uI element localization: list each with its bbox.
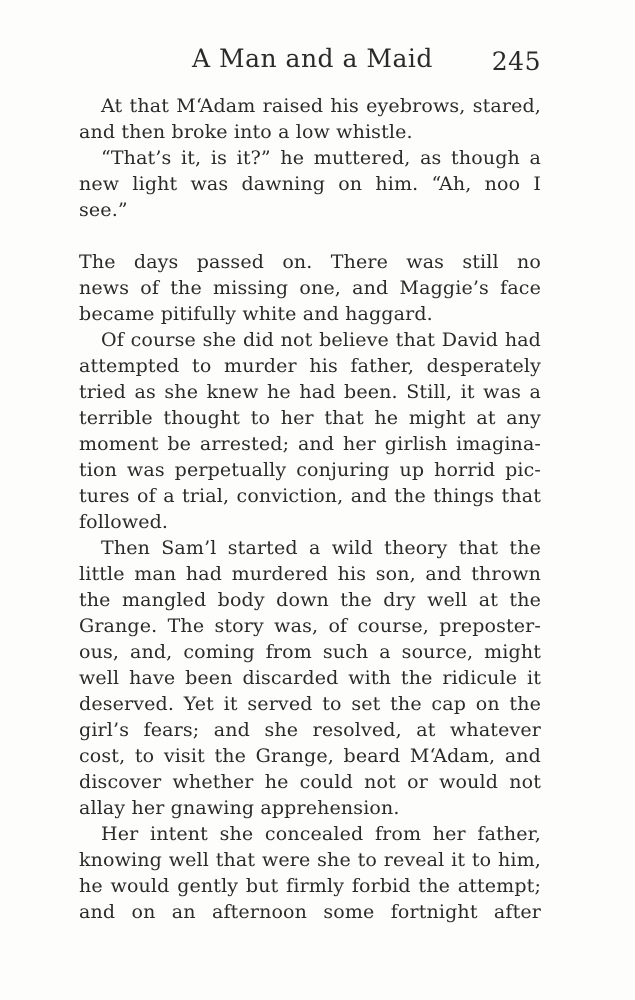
- text-line: girl’s fears; and she resolved, at whatever: [79, 719, 541, 741]
- text-line: discover whether he could not or would not: [79, 771, 541, 793]
- text-line: little man had murdered his son, and thrown: [79, 563, 541, 585]
- text-line: allay her gnawing apprehension.: [79, 797, 400, 819]
- text-line: “That’s it, is it?” he muttered, as though a: [101, 147, 541, 169]
- text-line: new light was dawning on him. “Ah, noo I: [79, 173, 541, 195]
- text-line: tures of a trial, conviction, and the things that: [79, 485, 541, 507]
- text-line: moment be arrested; and her girlish imagina-: [79, 433, 541, 455]
- running-title: A Man and a Maid: [192, 44, 433, 73]
- text-line: and then broke into a low whistle.: [79, 121, 413, 143]
- text-line: Grange. The story was, of course, preposter-: [79, 615, 541, 637]
- page-header: [0, 44, 635, 80]
- text-line: tion was perpetually conjuring up horrid pic-: [79, 459, 541, 481]
- text-line: well have been discarded with the ridicule it: [79, 667, 541, 689]
- text-line: knowing well that were she to reveal it to him,: [79, 849, 541, 871]
- text-line: cost, to visit the Grange, beard M‘Adam, and: [79, 745, 541, 767]
- text-line: The days passed on. There was still no: [79, 251, 541, 273]
- body-text: [79, 93, 541, 925]
- text-line: see.”: [79, 199, 128, 221]
- text-line: he would gently but firmly forbid the attempt;: [79, 875, 541, 897]
- text-line: news of the missing one, and Maggie’s face: [79, 277, 541, 299]
- text-line: tried as she knew he had been. Still, it was a: [79, 381, 541, 403]
- page-number: 245: [491, 47, 541, 76]
- text-line: Her intent she concealed from her father,: [101, 823, 541, 845]
- text-line: Then Sam’l started a wild theory that the: [101, 537, 541, 559]
- text-line: became pitifully white and haggard.: [79, 303, 433, 325]
- text-line: Of course she did not believe that David had: [101, 329, 541, 351]
- text-line: terrible thought to her that he might at any: [79, 407, 541, 429]
- section-gap: [79, 223, 541, 249]
- text-line: At that M‘Adam raised his eyebrows, stared,: [101, 95, 541, 117]
- text-line: attempted to murder his father, desperately: [79, 355, 541, 377]
- text-line: deserved. Yet it served to set the cap on the: [79, 693, 541, 715]
- text-line: ous, and, coming from such a source, might: [79, 641, 541, 663]
- text-line: the mangled body down the dry well at the: [79, 589, 541, 611]
- text-line: and on an afternoon some fortnight after: [79, 901, 541, 923]
- text-line: followed.: [79, 511, 169, 533]
